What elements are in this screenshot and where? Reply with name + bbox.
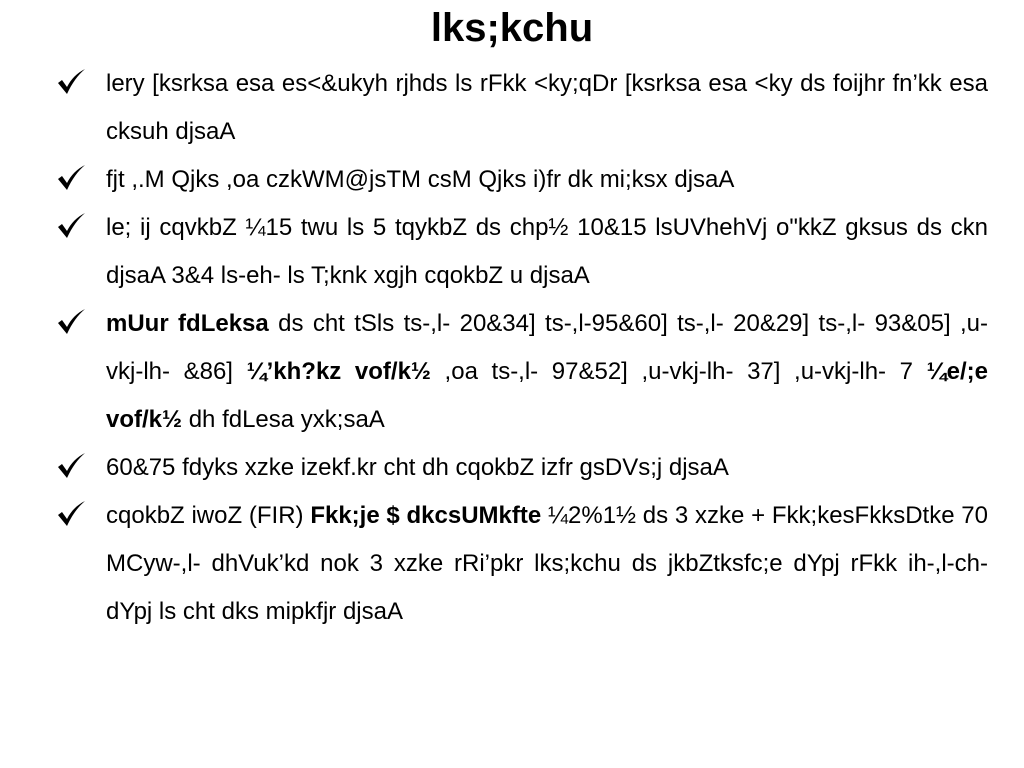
checkmark-icon <box>56 501 86 527</box>
bullet-text-run: dh fdLesa yxk;saA <box>182 406 385 433</box>
bullet-text <box>106 454 729 481</box>
bullet-item <box>56 60 988 156</box>
bullet-item <box>56 300 988 444</box>
bullet-item <box>56 444 988 492</box>
bullet-text <box>106 166 734 193</box>
bullet-list <box>56 60 988 636</box>
bullet-text-run: cqokbZ iwoZ <box>106 502 249 529</box>
bullet-text-run: Fkk;kesFkksDtke 70 MCyw-,l- dhVuk’kd nok 3 xzke rRi’pkr lks;kchu ds jkbZtksfc;e dYpj rFkk ih-,l-ch- dYpj ls cht dks mipkfjr djsaA <box>106 502 989 625</box>
bullet-text <box>106 214 988 289</box>
bullet-text-run: ,oa ts-,l- 97&52] ,u-vkj-lh- 37] ,u-vkj-lh- 7 <box>430 358 927 385</box>
bullet-item <box>56 492 988 636</box>
bullet-text-run: 60&75 fdyks xzke izekf.kr cht dh cqokbZ izfr gsDVs;j djsaA <box>106 454 729 481</box>
checkmark-icon <box>56 69 86 95</box>
bullet-text-bold: Fkk;je $ dkcsUMkfte <box>310 502 542 529</box>
bullet-text-run: le; ij cqvkbZ ¼15 twu ls 5 tqykbZ ds chp½ 10&15 lsUVhehVj o"kkZ gksus ds ckn djsaA 3&4 ls-eh- ls T;knk xgjh cqokbZ u djsaA <box>106 214 988 289</box>
bullet-text-run: lery [ksrksa esa es<&ukyh rjhds ls rFkk <ky;qDr [ksrksa esa <ky ds foijhr fn’kk esa cksuh djsaA <box>106 70 988 145</box>
bullet-text <box>106 70 988 145</box>
bullet-text <box>106 310 988 433</box>
bullet-text-run: + <box>751 502 766 529</box>
bullet-item <box>56 156 988 204</box>
bullet-text-run: (FIR) <box>248 502 304 529</box>
checkmark-icon <box>56 213 86 239</box>
bullet-text-run: ¼2%1½ ds 3 xzke <box>541 502 752 529</box>
checkmark-icon <box>56 165 86 191</box>
bullet-text-bold: ¼e/;e vof/k½ <box>106 358 988 433</box>
checkmark-icon <box>56 453 86 479</box>
bullet-text-bold: mUur fdLeksa <box>106 310 269 337</box>
bullet-item <box>56 204 988 300</box>
checkmark-icon <box>56 309 86 335</box>
bullet-text <box>106 502 988 625</box>
slide-title: lks;kchu <box>430 6 594 50</box>
bullet-text-run: fjt ,.M Qjks ,oa czkWM@jsTM csM Qjks i)fr dk mi;ksx djsaA <box>106 166 735 193</box>
bullet-text-run: ds cht tSls ts-,l- 20&34] ts-,l-95&60] ts-,l- 20&29] ts-,l- 93&05] ,u-vkj-lh- &86] <box>106 310 988 385</box>
bullet-text-bold: ¼’kh?kz vof/k½ <box>246 358 431 385</box>
